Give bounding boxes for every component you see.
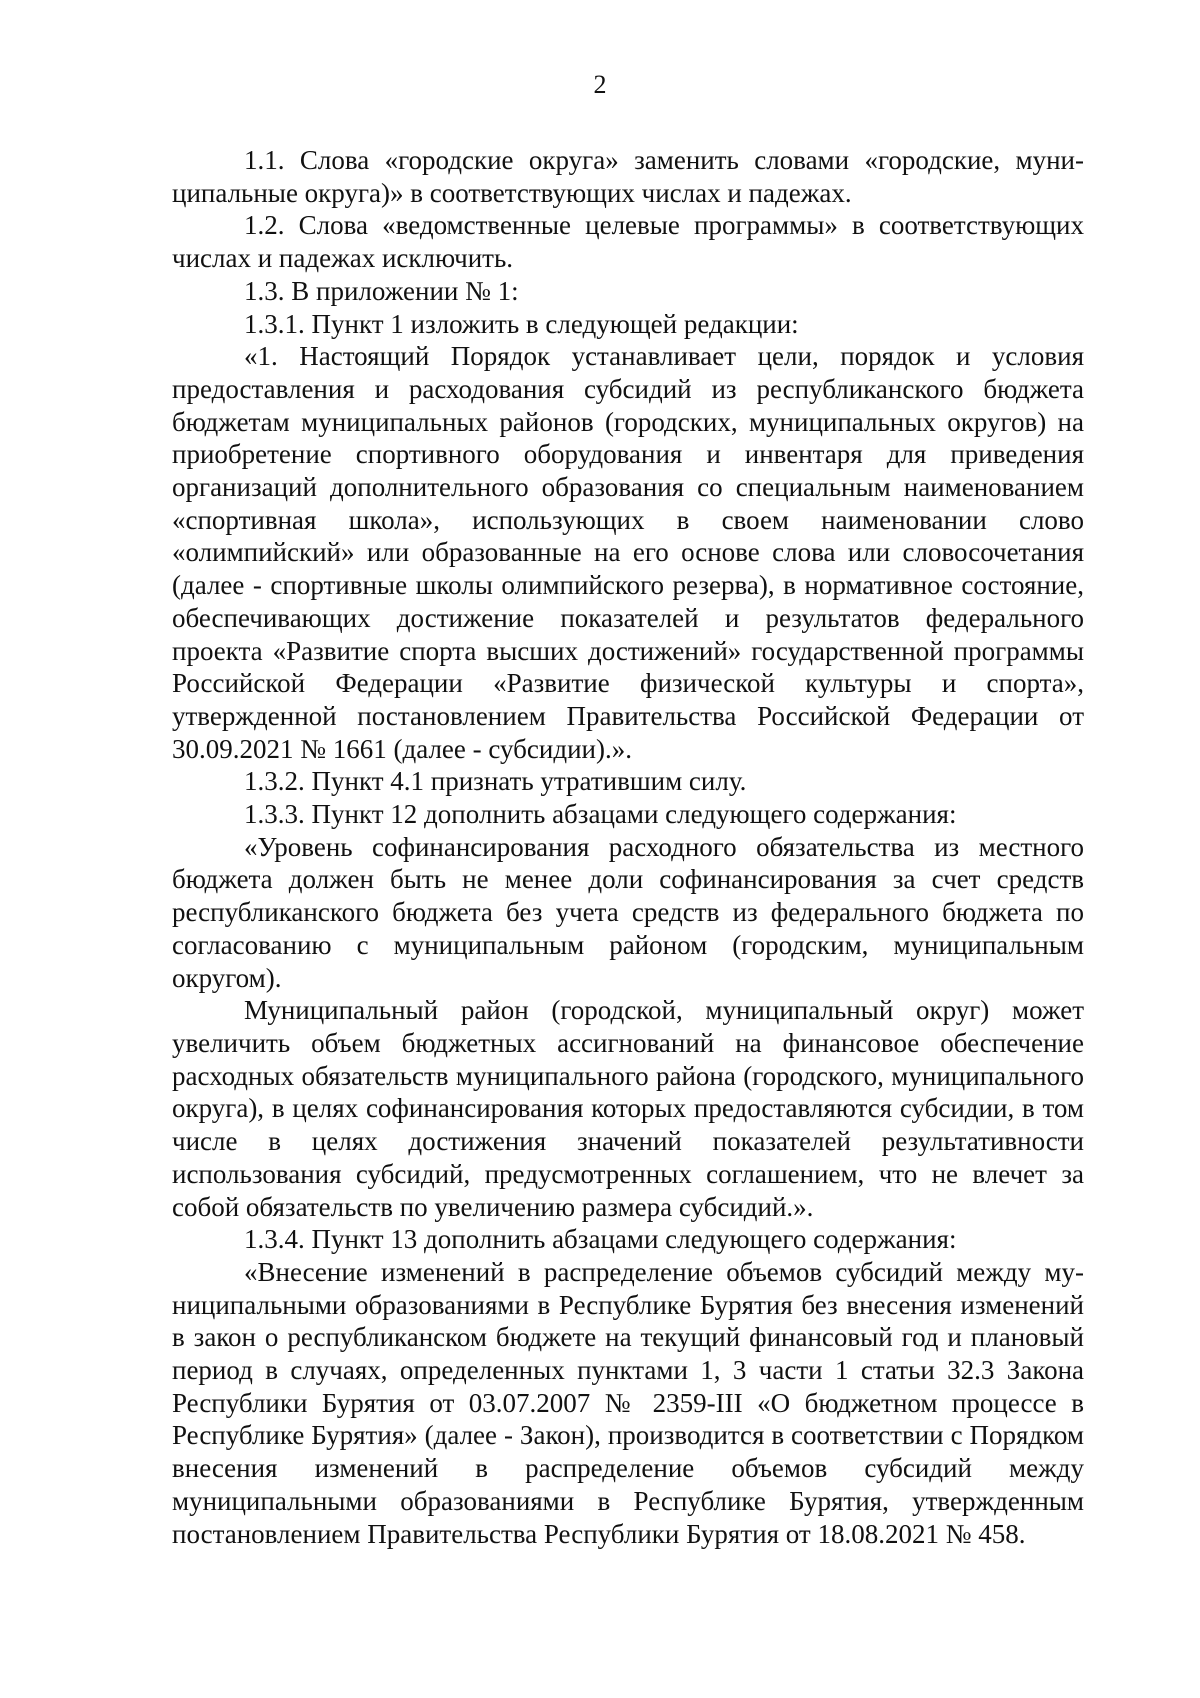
paragraph-1-3-3: 1.3.3. Пункт 12 дополнить абзацами следующего содержания:: [244, 799, 957, 830]
paragraph-point-1-text: «1. Настоящий Порядок устанавливает цели, порядок и условия предоставления и расходования субсидий из республиканского бюджета бюджетам муниципальных районов (городских, муниципальных округов) на приобретение спортивного оборудования и инвентаря для приведения организаций дополнительного образования со специальным наименованием «спортивная школа», использующих в своем наименовании слово «олимпийский» или образованные на его основе слова или словосочетания (далее - спортивные школы олимпийского резерва), в нормативное состояние, обеспечивающих достижение показателей и результатов федерального проекта «Развитие спорта высших достижений» государственной программы Российской Федерации «Развитие физической культуры и спорта», утвержденной постановлением Правительства Российской Федерации от 30.09.2021 № 1661 (далее - субсидии).».: [172, 341, 1084, 764]
paragraph-1-3-4: 1.3.4. Пункт 13 дополнить абзацами следующего содержания:: [244, 1224, 957, 1255]
paragraph-1-3: 1.3. В приложении № 1:: [244, 275, 519, 306]
paragraph-1-3-1: 1.3.1. Пункт 1 изложить в следующей редакции:: [244, 308, 799, 339]
page-number: 2: [593, 70, 607, 99]
paragraph-municipal-district: Муниципальный район (городской, муниципальный округ) может увеличить объем бюджетных ассигнований на финансовое обеспечение расходных обязательств муниципального района (городского, муниципального округа), в целях софинансирования которых предоставляются субсидии, в том числе в целях достижения значений показателей результативности использования субсидий, предусмотренных соглашением, что не влечет за собой обязательств по увеличению размера субсидий.».: [172, 995, 1084, 1222]
paragraph-1-1: 1.1. Слова «городские округа» заменить словами «городские, муниципальные округа)» в соответствующих числах и падежах.: [172, 145, 1084, 208]
paragraph-subsidy-redistribution: «Внесение изменений в распределение объемов субсидий между муниципальными образованиями в Республике Бурятия без внесения изменений в закон о республиканском бюджете на текущий финансовый год и плановый период в случаях, определенных пунктами 1, 3 части 1 статьи 32.3 Закона Республики Бурятия от 03.07.2007 № 2359-III «О бюджетном процессе в Республике Бурятия» (далее - Закон), производится в соответствии с Порядком внесения изменений в распределение объемов субсидий между муниципальными образованиями в Республике Бурятия, утвержденным постановлением Правительства Республики Бурятия от 18.08.2021 № 458.: [172, 1256, 1084, 1549]
paragraph-cofinancing-level: «Уровень софинансирования расходного обязательства из местного бюджета должен быть не менее доли софинансирования за счет средств республиканского бюджета без учета средств из федерального бюджета по согласованию с муниципальным районом (городским, муниципальным округом).: [172, 831, 1084, 993]
paragraph-1-3-2: 1.3.2. Пункт 4.1 признать утратившим силу.: [244, 766, 747, 797]
document-body: [172, 144, 1084, 1550]
paragraph-1-2: 1.2. Слова «ведомственные целевые программы» в соответствующих числах и падежах исключить.: [172, 210, 1084, 274]
